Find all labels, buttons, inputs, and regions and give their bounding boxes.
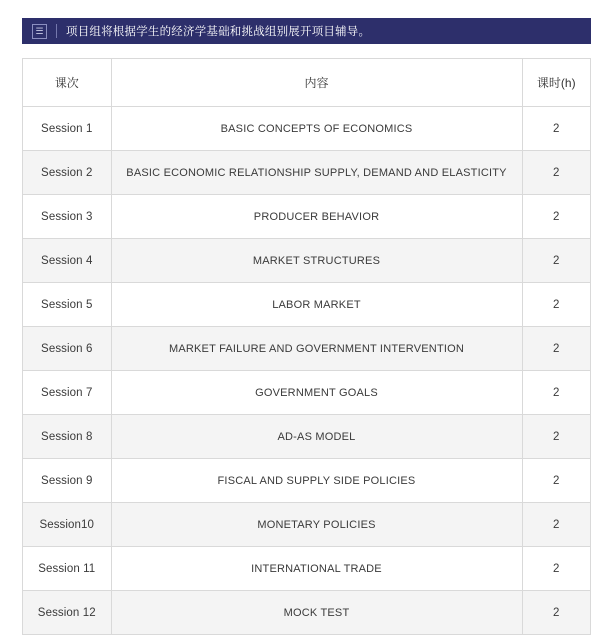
cell-hours: 2 <box>522 591 590 635</box>
cell-content: AD-AS MODEL <box>111 415 522 459</box>
cell-content: LABOR MARKET <box>111 283 522 327</box>
table-row <box>23 459 590 503</box>
table-body <box>23 107 590 635</box>
cell-hours: 2 <box>522 371 590 415</box>
cell-content: MOCK TEST <box>111 591 522 635</box>
cell-session: Session10 <box>23 503 111 547</box>
table-row <box>23 195 590 239</box>
table-row <box>23 503 590 547</box>
cell-session: Session 7 <box>23 371 111 415</box>
column-header-content: 内容 <box>111 59 522 107</box>
cell-content: BASIC CONCEPTS OF ECONOMICS <box>111 107 522 151</box>
cell-session: Session 3 <box>23 195 111 239</box>
course-schedule-table <box>23 59 590 635</box>
cell-content: FISCAL AND SUPPLY SIDE POLICIES <box>111 459 522 503</box>
cell-hours: 2 <box>522 283 590 327</box>
cell-content: MARKET STRUCTURES <box>111 239 522 283</box>
document-page <box>0 18 613 633</box>
table-row <box>23 283 590 327</box>
banner-title: 项目组将根据学生的经济学基础和挑战组别展开项目辅导。 <box>66 26 371 38</box>
table-row <box>23 327 590 371</box>
table-row <box>23 107 590 151</box>
cell-hours: 2 <box>522 107 590 151</box>
cell-session: Session 11 <box>23 547 111 591</box>
cell-content: GOVERNMENT GOALS <box>111 371 522 415</box>
table-head <box>23 59 590 107</box>
cell-content: MONETARY POLICIES <box>111 503 522 547</box>
table-row <box>23 239 590 283</box>
cell-session: Session 12 <box>23 591 111 635</box>
cell-session: Session 6 <box>23 327 111 371</box>
cell-content: PRODUCER BEHAVIOR <box>111 195 522 239</box>
cell-hours: 2 <box>522 239 590 283</box>
banner-divider <box>56 24 57 38</box>
table-row <box>23 591 590 635</box>
table-header-row <box>23 59 590 107</box>
cell-hours: 2 <box>522 459 590 503</box>
cell-hours: 2 <box>522 327 590 371</box>
table-row <box>23 547 590 591</box>
column-header-hours: 课时(h) <box>522 59 590 107</box>
cell-content: BASIC ECONOMIC RELATIONSHIP SUPPLY, DEMAND AND ELASTICITY <box>111 151 522 195</box>
cell-session: Session 5 <box>23 283 111 327</box>
cell-content: INTERNATIONAL TRADE <box>111 547 522 591</box>
cell-session: Session 8 <box>23 415 111 459</box>
section-banner <box>22 18 591 44</box>
cell-session: Session 4 <box>23 239 111 283</box>
table-row <box>23 151 590 195</box>
column-header-session: 课次 <box>23 59 111 107</box>
table-row <box>23 371 590 415</box>
cell-session: Session 2 <box>23 151 111 195</box>
cell-session: Session 1 <box>23 107 111 151</box>
cell-hours: 2 <box>522 151 590 195</box>
cell-hours: 2 <box>522 195 590 239</box>
book-icon: ☰ <box>32 24 47 39</box>
cell-hours: 2 <box>522 547 590 591</box>
table-row <box>23 415 590 459</box>
cell-session: Session 9 <box>23 459 111 503</box>
cell-hours: 2 <box>522 503 590 547</box>
cell-content: MARKET FAILURE AND GOVERNMENT INTERVENTION <box>111 327 522 371</box>
course-schedule-table-wrapper <box>22 58 591 635</box>
cell-hours: 2 <box>522 415 590 459</box>
